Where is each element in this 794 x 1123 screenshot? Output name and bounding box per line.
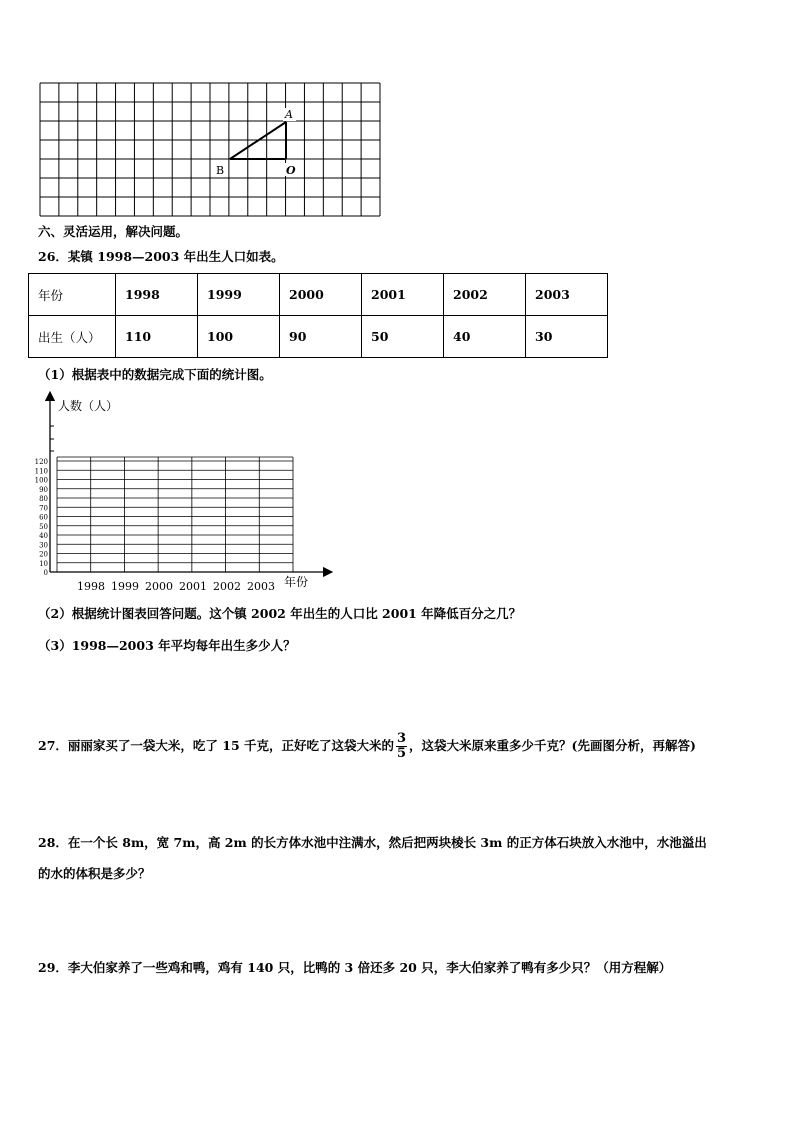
births-cell: 30 bbox=[526, 316, 608, 358]
fraction-numerator: 3 bbox=[397, 730, 407, 746]
birth-population-table bbox=[28, 273, 608, 358]
section-six-title: 六、灵活运用，解决问题。 bbox=[38, 224, 189, 239]
table-row-births bbox=[29, 316, 608, 358]
q26-sub2: （2）根据统计图表回答问题。这个镇 2002 年出生的人口比 2001 年降低百分之几？ bbox=[38, 606, 522, 621]
q26-sub3: （3）1998—2003 年平均每年出生多少人？ bbox=[38, 638, 296, 653]
blank-bar-chart bbox=[30, 390, 340, 595]
births-cell: 40 bbox=[444, 316, 526, 358]
q27-text-before: 27．丽丽家买了一袋大米，吃了 15 千克，正好吃了这袋大米的 bbox=[38, 738, 394, 753]
x-tick-label: 1998 bbox=[77, 580, 105, 593]
fraction-denominator: 5 bbox=[397, 745, 407, 761]
births-cell: 50 bbox=[362, 316, 444, 358]
y-tick-label: 10 bbox=[39, 559, 48, 568]
q29-question: 29．李大伯家养了一些鸡和鸭，鸡有 140 只，比鸭的 3 倍还多 20 只，李大伯家养了鸭有多少只？（用方程解） bbox=[38, 960, 672, 975]
year-cell: 1998 bbox=[116, 274, 198, 316]
point-o-label: O bbox=[286, 164, 296, 177]
row-header-births: 出生（人） bbox=[29, 316, 116, 358]
y-tick-label: 20 bbox=[39, 550, 48, 559]
row-header-year: 年份 bbox=[29, 274, 116, 316]
y-tick-label: 60 bbox=[39, 513, 48, 522]
x-axis-label: 年份 bbox=[284, 575, 309, 589]
x-tick-label: 2000 bbox=[145, 580, 173, 593]
q26-sub1: （1）根据表中的数据完成下面的统计图。 bbox=[38, 367, 272, 382]
point-a-label: A bbox=[285, 108, 293, 121]
y-tick-label: 50 bbox=[39, 522, 48, 531]
year-cell: 1999 bbox=[198, 274, 280, 316]
y-axis-label: 人数（人） bbox=[58, 399, 119, 413]
births-cell: 110 bbox=[116, 316, 198, 358]
births-cell: 90 bbox=[280, 316, 362, 358]
y-tick-label: 0 bbox=[43, 569, 48, 577]
q28-line2: 的水的体积是多少？ bbox=[38, 866, 151, 881]
x-tick-label: 2003 bbox=[247, 580, 275, 593]
year-cell: 2003 bbox=[526, 274, 608, 316]
year-cell: 2001 bbox=[362, 274, 444, 316]
q28-line1: 28．在一个长 8m，宽 7m，高 2m 的长方体水池中注满水，然后把两块棱长 3m 的正方体石块放入水池中，水池溢出 bbox=[38, 835, 707, 850]
y-tick-label: 100 bbox=[34, 476, 48, 485]
y-tick-label: 110 bbox=[34, 467, 48, 476]
x-tick-label: 1999 bbox=[111, 580, 139, 593]
table-row-year bbox=[29, 274, 608, 316]
point-b-label: B bbox=[216, 164, 225, 177]
q27-fraction bbox=[396, 732, 407, 761]
grid-triangle-figure bbox=[38, 82, 384, 218]
q27-question bbox=[38, 726, 696, 766]
q27-text-after: ，这袋大米原来重多少千克？(先画图分析，再解答) bbox=[409, 738, 696, 753]
y-tick-label: 70 bbox=[39, 504, 48, 513]
x-tick-label: 2001 bbox=[179, 580, 207, 593]
y-tick-label: 90 bbox=[39, 485, 48, 494]
y-tick-label: 30 bbox=[39, 541, 48, 550]
y-tick-label: 40 bbox=[39, 532, 48, 540]
q26-title: 26．某镇 1998—2003 年出生人口如表。 bbox=[38, 249, 284, 264]
y-tick-label: 120 bbox=[34, 458, 48, 466]
births-cell: 100 bbox=[198, 316, 280, 358]
x-tick-label: 2002 bbox=[213, 580, 241, 593]
year-cell: 2000 bbox=[280, 274, 362, 316]
year-cell: 2002 bbox=[444, 274, 526, 316]
y-tick-label: 80 bbox=[39, 495, 48, 503]
